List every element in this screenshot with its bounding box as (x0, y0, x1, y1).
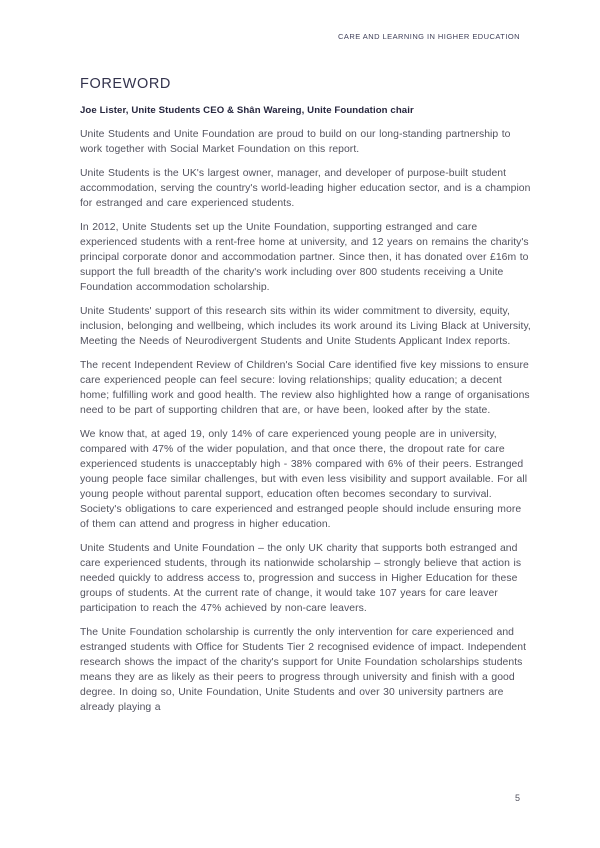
body-text (80, 127, 532, 715)
page-content (80, 76, 532, 724)
paragraph: Unite Students is the UK's largest owner, manager, and developer of purpose-built student accommodation, serving the country's world-leading higher education sector, and is a champion for estranged and care experienced students. (80, 168, 531, 209)
page-title: FOREWORD (80, 76, 171, 92)
paragraph: In 2012, Unite Students set up the Unite Foundation, supporting estranged and care experienced students with a rent-free home at university, and 12 years on remains the charity's principal corporate donor and accommodation partner. Since then, it has donated over £16m to support the full breadth of the charity's work including over 800 students receiving a Unite Foundation accommodation scholarship. (80, 222, 529, 293)
paragraph: We know that, at aged 19, only 14% of care experienced young people are in university, compared with 47% of the wider population, and that once there, the dropout rate for care experienced students is unacceptably high - 38% compared with 6% of their peers. Estranged young people face similar challenges, but with even less visibility and support available. For all young people without parental support, education often becomes secondary to survival. Society's obligations to care experienced and estranged people should include ensuring more of them can attend and progress in higher education. (80, 429, 528, 530)
page-number: 5 (514, 793, 520, 803)
paragraph: Unite Students and Unite Foundation – the only UK charity that supports both estranged and care experienced students, through its nationwide scholarship – strongly believe that action is needed quickly to address access to, progression and success in Higher Education for these groups of students. At the current rate of change, it would take 107 years for care leaver participation to reach the 47% achieved by non-care leavers. (80, 543, 522, 614)
paragraph: Unite Students and Unite Foundation are proud to build on our long-standing partnership to work together with Social Market Foundation on this report. (80, 129, 511, 155)
paragraph: The recent Independent Review of Children's Social Care identified five key missions to ensure care experienced people can feel secure: loving relationships; quality education; a decent home; fulfilling work and good health. The review also highlighted how a range of organisations need to be part of supporting children that are, or have been, looked after by the state. (80, 360, 530, 416)
running-header: CARE AND LEARNING IN HIGHER EDUCATION (338, 32, 520, 41)
paragraph: Unite Students' support of this research sits within its wider commitment to diversity, equity, inclusion, belonging and wellbeing, which includes its work around its Living Black at University, Meeting the Needs of Neurodivergent Students and Unite Students Applicant Index reports. (80, 306, 531, 347)
paragraph: The Unite Foundation scholarship is currently the only intervention for care experienced and estranged students with Office for Students Tier 2 recognised evidence of impact. Independent research shows the impact of the charity's support for Unite Foundation scholarships students means they are as likely as their peers to progress through university and finish with a good degree. In doing so, Unite Foundation, Unite Students and over 30 university partners are already playing a (80, 627, 527, 713)
byline: Joe Lister, Unite Students CEO & Shân Wareing, Unite Foundation chair (80, 105, 414, 116)
